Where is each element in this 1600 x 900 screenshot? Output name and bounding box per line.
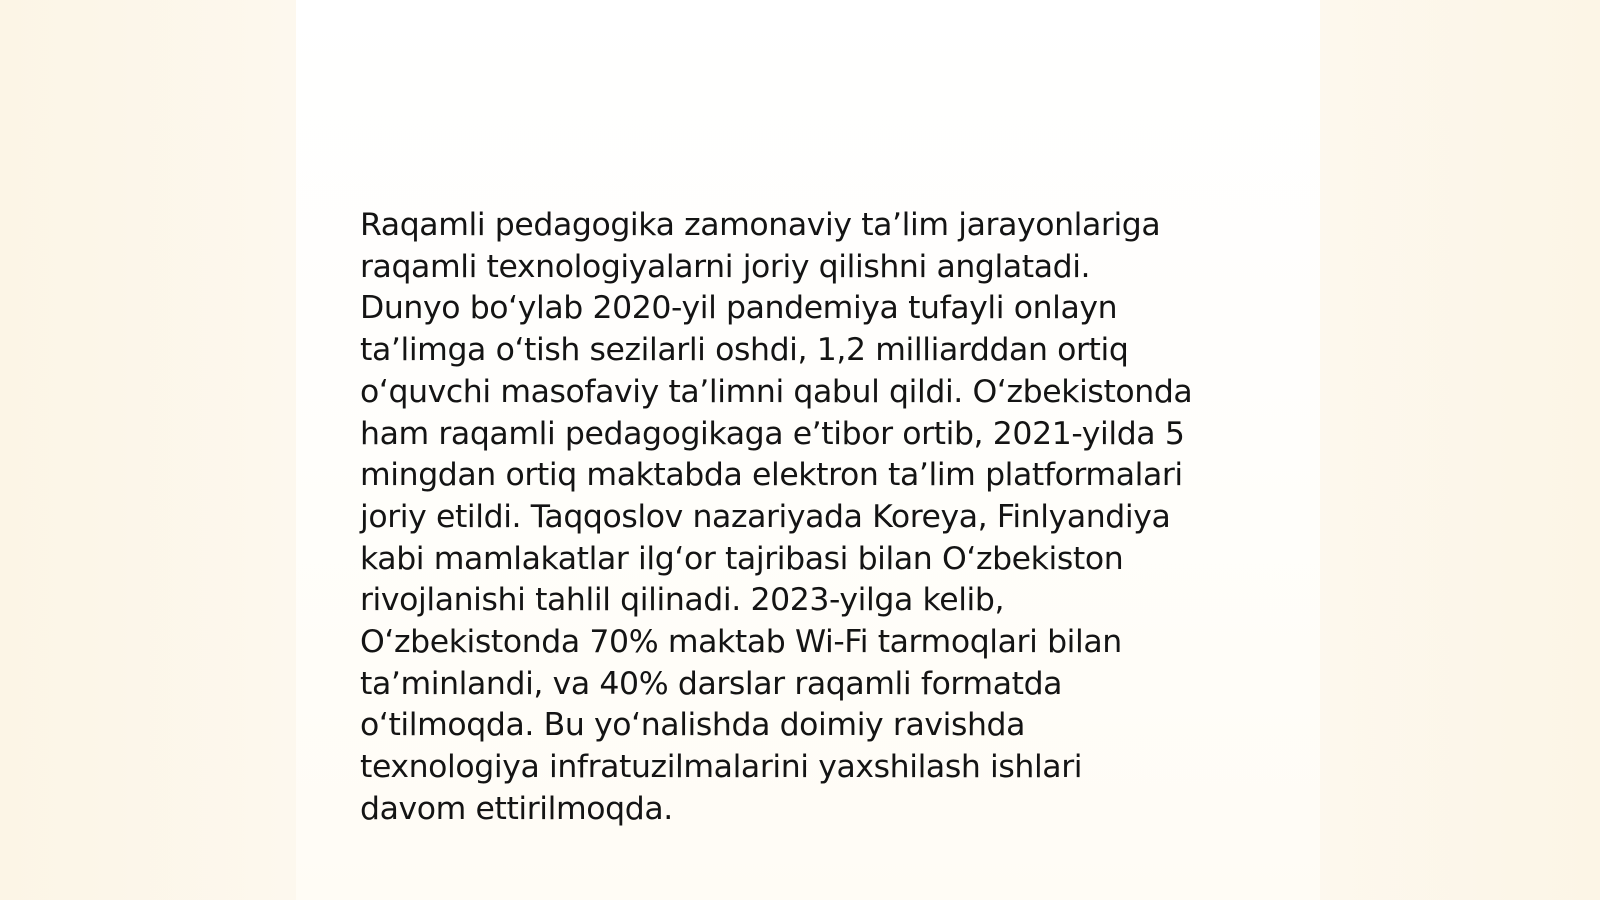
text-line: texnologiya infratuzilmalarini yaxshilash ishlari	[360, 749, 1083, 786]
right-margin-background	[1304, 0, 1600, 900]
text-line: Raqamli pedagogika zamonaviy ta’lim jarayonlariga	[360, 207, 1161, 243]
text-line: mingdan ortiq maktabda elektron ta’lim platformalari	[360, 457, 1183, 494]
text-line: Dunyo bo‘ylab 2020-yil pandemiya tufayli onlayn	[360, 290, 1118, 327]
text-line: raqamli texnologiyalarni joriy qilishni anglatadi.	[360, 248, 1091, 285]
text-line: ta’minlandi, va 40% darslar raqamli formatda	[360, 665, 1063, 702]
text-line: o‘quvchi masofaviy ta’limni qabul qildi. O‘zbekistonda	[360, 373, 1193, 410]
text-line: ta’limga o‘tish sezilarli oshdi, 1,2 milliarddan ortiq	[360, 332, 1129, 369]
text-line: kabi mamlakatlar ilg‘or tajribasi bilan O‘zbekiston	[360, 540, 1124, 577]
text-line: O‘zbekistonda 70% maktab Wi-Fi tarmoqlari bilan	[360, 624, 1122, 661]
text-line: davom ettirilmoqda.	[360, 790, 673, 827]
text-line: ham raqamli pedagogikaga e’tibor ortib, 2021-yilda 5	[360, 415, 1185, 452]
text-line: rivojlanishi tahlil qilinadi. 2023-yilga kelib,	[360, 582, 1005, 619]
body-paragraph	[360, 205, 1240, 831]
text-line: o‘tilmoqda. Bu yo‘nalishda doimiy ravishda	[360, 707, 1026, 744]
text-line: joriy etildi. Taqqoslov nazariyada Koreya, Finlyandiya	[360, 498, 1171, 535]
left-margin-background	[0, 0, 296, 900]
document-page	[296, 0, 1320, 900]
